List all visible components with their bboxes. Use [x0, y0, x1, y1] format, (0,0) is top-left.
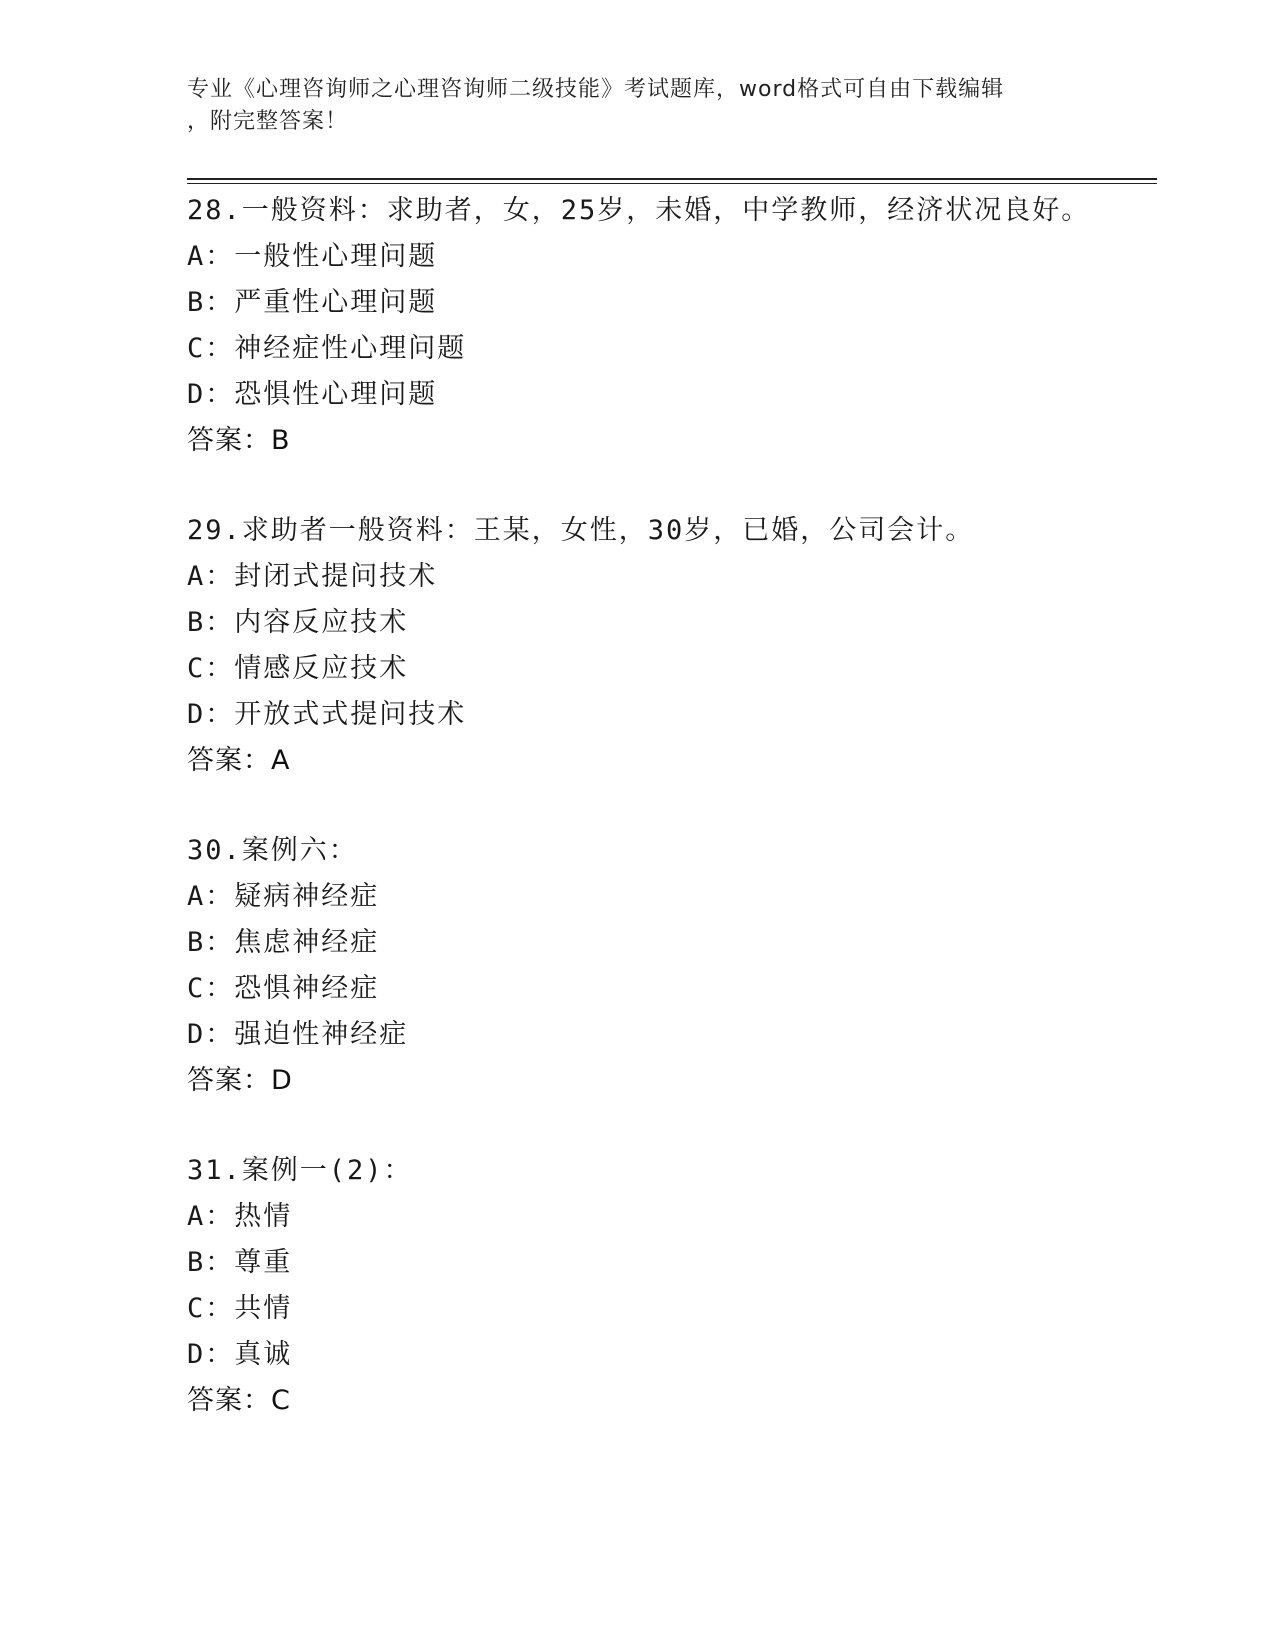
answer: 答案：D	[187, 1065, 293, 1096]
option-c: C：神经症性心理问题	[187, 333, 467, 364]
option-a: A：热情	[187, 1201, 293, 1232]
question-stem: 28.一般资料：求助者，女，25岁，未婚，中学教师，经济状况良好。	[187, 195, 1091, 226]
header-divider-thick	[187, 178, 1157, 180]
option-d: D：真诚	[187, 1339, 293, 1370]
option-b: B：焦虑神经症	[187, 927, 380, 958]
header-divider-thin	[187, 183, 1157, 184]
option-a: A：一般性心理问题	[187, 241, 438, 272]
option-c: C：共情	[187, 1293, 293, 1324]
document-header	[187, 74, 1087, 138]
header-line-1: 专业《心理咨询师之心理咨询师二级技能》考试题库，word格式可自由下载编辑	[187, 77, 1005, 102]
header-line-2: ，附完整答案！	[187, 109, 349, 134]
option-d: D：恐惧性心理问题	[187, 379, 438, 410]
question-stem: 29.求助者一般资料：王某，女性，30岁，已婚，公司会计。	[187, 515, 975, 546]
option-b: B：尊重	[187, 1247, 293, 1278]
option-c: C：情感反应技术	[187, 653, 409, 684]
option-a: A：封闭式提问技术	[187, 561, 438, 592]
option-c: C：恐惧神经症	[187, 973, 380, 1004]
option-b: B：内容反应技术	[187, 607, 409, 638]
question-stem: 31.案例一(2)：	[187, 1155, 413, 1186]
question-stem: 30.案例六：	[187, 835, 358, 866]
option-d: D：开放式式提问技术	[187, 699, 467, 730]
answer: 答案：A	[187, 745, 291, 776]
option-a: A：疑病神经症	[187, 881, 380, 912]
answer: 答案：C	[187, 1385, 291, 1416]
option-d: D：强迫性神经症	[187, 1019, 409, 1050]
question-31	[187, 1148, 1187, 1424]
answer: 答案：B	[187, 425, 291, 456]
option-b: B：严重性心理问题	[187, 287, 438, 318]
question-28	[187, 188, 1187, 464]
question-30	[187, 828, 1187, 1104]
question-29	[187, 508, 1187, 784]
